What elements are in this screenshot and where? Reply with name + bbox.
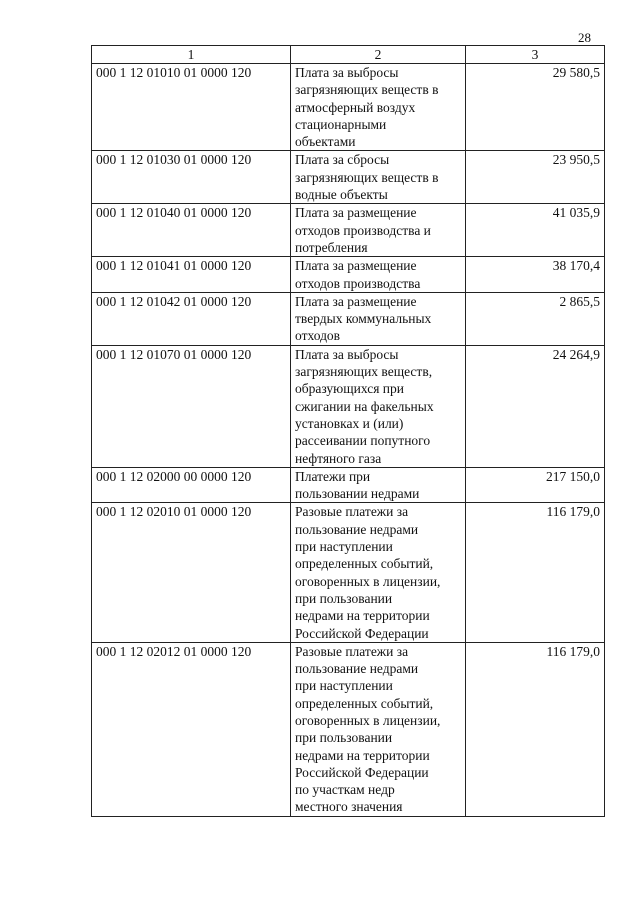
revenue-name <box>291 257 466 293</box>
column-header-code: 1 <box>92 46 291 64</box>
column-header-amount: 3 <box>466 46 605 64</box>
revenue-name <box>291 292 466 345</box>
revenue-amount: 217 150,0 <box>466 467 605 503</box>
revenue-name-line: установках и (или) <box>295 415 404 431</box>
table-header-row <box>92 46 605 64</box>
revenue-name-line: Плата за размещение <box>295 205 417 221</box>
revenue-name-line: по участкам недр <box>295 782 395 798</box>
revenue-amount: 2 865,5 <box>466 292 605 345</box>
revenue-name <box>291 642 466 816</box>
revenue-name-line: водные объекты <box>295 187 388 203</box>
revenue-name-line: определенных событий, <box>295 695 434 711</box>
revenue-name-line: загрязняющих веществ в <box>295 169 439 185</box>
revenue-name-line: Разовые платежи за <box>295 643 409 659</box>
revenue-name-line: загрязняющих веществ, <box>295 364 433 380</box>
revenue-name-line: оговоренных в лицензии, <box>295 712 441 728</box>
revenue-name <box>291 345 466 467</box>
revenue-amount: 116 179,0 <box>466 642 605 816</box>
table-row <box>92 345 605 467</box>
revenue-name-line: при пользовании <box>295 730 393 746</box>
revenue-name-line: Плата за выбросы <box>295 346 399 362</box>
revenue-name-line: недрами на территории <box>295 608 430 624</box>
revenue-name-line: при наступлении <box>295 539 393 555</box>
revenue-name-line: Плата за выбросы <box>295 65 399 80</box>
budget-classification-code: 000 1 12 01030 01 0000 120 <box>92 151 291 204</box>
revenue-name-line: отходов <box>295 328 341 344</box>
budget-classification-code: 000 1 12 01010 01 0000 120 <box>92 64 291 151</box>
revenue-name-line: Разовые платежи за <box>295 504 409 520</box>
revenue-name-line: местного значения <box>295 799 403 815</box>
revenue-amount: 41 035,9 <box>466 204 605 257</box>
revenue-name-line: оговоренных в лицензии, <box>295 573 441 589</box>
revenue-name-line: Плата за размещение <box>295 258 417 274</box>
revenue-name-line: отходов производства <box>295 275 421 291</box>
budget-classification-code: 000 1 12 02012 01 0000 120 <box>92 642 291 816</box>
revenue-name-line: Российской Федерации <box>295 625 429 641</box>
revenue-name-line: сжигании на факельных <box>295 398 434 414</box>
table-row <box>92 467 605 503</box>
revenue-name <box>291 151 466 204</box>
revenue-name-line: отходов производства и <box>295 222 431 238</box>
revenue-name <box>291 503 466 642</box>
table-row <box>92 292 605 345</box>
revenue-amount: 116 179,0 <box>466 503 605 642</box>
revenue-name-line: пользование недрами <box>295 661 419 677</box>
revenue-name-line: образующихся при <box>295 381 405 397</box>
revenue-name-line: атмосферный воздух <box>295 99 416 115</box>
revenue-name-line: стационарными <box>295 116 387 132</box>
revenue-name-line: рассеивании попутного <box>295 433 431 449</box>
table-row <box>92 642 605 816</box>
revenue-table <box>91 45 605 817</box>
revenue-name-line: пользовании недрами <box>295 486 420 502</box>
revenue-name-line: объектами <box>295 134 356 150</box>
revenue-name <box>291 204 466 257</box>
revenue-name-line: определенных событий, <box>295 556 434 572</box>
table-body <box>92 64 605 817</box>
table-row <box>92 257 605 293</box>
table-row <box>92 204 605 257</box>
table-row <box>92 64 605 151</box>
table-row <box>92 503 605 642</box>
revenue-name <box>291 64 466 151</box>
budget-classification-code: 000 1 12 01040 01 0000 120 <box>92 204 291 257</box>
budget-classification-code: 000 1 12 02010 01 0000 120 <box>92 503 291 642</box>
revenue-name-line: твердых коммунальных <box>295 311 432 327</box>
revenue-name-line: загрязняющих веществ в <box>295 82 439 98</box>
revenue-amount: 23 950,5 <box>466 151 605 204</box>
budget-classification-code: 000 1 12 01042 01 0000 120 <box>92 292 291 345</box>
revenue-amount: 24 264,9 <box>466 345 605 467</box>
revenue-name-line: Платежи при <box>295 468 371 484</box>
revenue-name-line: Плата за размещение <box>295 293 417 309</box>
revenue-name-line: недрами на территории <box>295 747 430 763</box>
budget-classification-code: 000 1 12 02000 00 0000 120 <box>92 467 291 503</box>
revenue-amount: 38 170,4 <box>466 257 605 293</box>
revenue-name-line: Российской Федерации <box>295 764 429 780</box>
budget-classification-code: 000 1 12 01041 01 0000 120 <box>92 257 291 293</box>
revenue-amount: 29 580,5 <box>466 64 605 151</box>
revenue-name-line: при наступлении <box>295 678 393 694</box>
revenue-name-line: при пользовании <box>295 590 393 606</box>
column-header-name: 2 <box>291 46 466 64</box>
revenue-name-line: нефтяного газа <box>295 450 382 466</box>
revenue-name-line: Плата за сбросы <box>295 152 390 168</box>
budget-classification-code: 000 1 12 01070 01 0000 120 <box>92 345 291 467</box>
revenue-name-line: пользование недрами <box>295 521 419 537</box>
revenue-name <box>291 467 466 503</box>
table-row <box>92 151 605 204</box>
page-number: 28 <box>578 30 591 45</box>
revenue-name-line: потребления <box>295 239 368 255</box>
